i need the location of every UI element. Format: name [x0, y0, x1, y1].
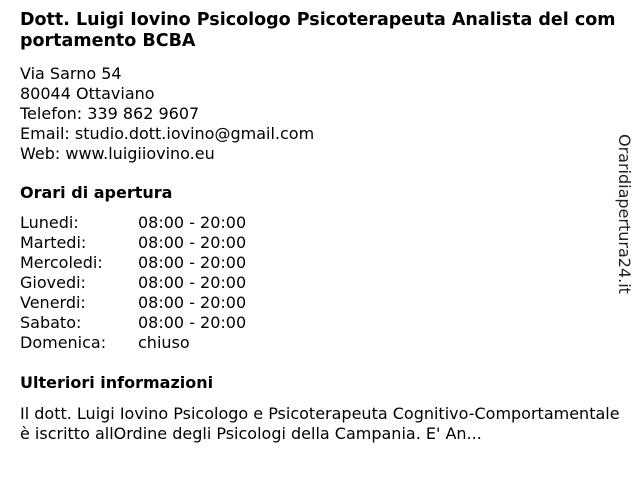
phone-number: Telefon: 339 862 9607	[20, 104, 200, 123]
address-street: Via Sarno 54	[20, 64, 122, 83]
hours-row-saturday	[20, 313, 246, 333]
hours-row-tuesday	[20, 233, 246, 253]
hours-row-monday	[20, 213, 246, 233]
day-label: Domenica:	[20, 333, 107, 352]
contact-block	[20, 64, 314, 164]
page-title: Dott. Luigi Iovino Psicologo Psicoterapeuta Analista del comportamento BCBA	[20, 10, 616, 51]
day-label: Martedi:	[20, 233, 87, 252]
day-label: Giovedi:	[20, 273, 86, 292]
hours-row-thursday	[20, 273, 246, 293]
day-label: Venerdi:	[20, 293, 86, 312]
day-label: Mercoledi:	[20, 253, 103, 272]
time-value: 08:00 - 20:00	[138, 253, 247, 272]
day-label: Lunedi:	[20, 213, 79, 232]
time-value: 08:00 - 20:00	[138, 293, 247, 312]
email-address: Email: studio.dott.iovino@gmail.com	[20, 124, 315, 143]
hours-row-wednesday	[20, 253, 246, 273]
address-city: 80044 Ottaviano	[20, 84, 155, 103]
time-value: 08:00 - 20:00	[138, 313, 247, 332]
hours-row-friday	[20, 293, 246, 313]
day-label: Sabato:	[20, 313, 82, 332]
time-value: 08:00 - 20:00	[138, 273, 247, 292]
time-value: chiuso	[138, 333, 190, 352]
hours-row-sunday	[20, 333, 246, 353]
time-value: 08:00 - 20:00	[138, 213, 247, 232]
opening-hours-heading: Orari di apertura	[20, 183, 173, 202]
website: Web: www.luigiiovino.eu	[20, 144, 215, 163]
opening-hours-table	[20, 213, 246, 353]
more-info-heading: Ulteriori informazioni	[20, 373, 214, 392]
more-info-text: Il dott. Luigi Iovino Psicologo e Psicoterapeuta Cognitivo-Comportamentale è iscritto allOrdine degli Psicologi della Campania. E' An...	[20, 404, 620, 443]
time-value: 08:00 - 20:00	[138, 233, 247, 252]
site-watermark: Oraridiapertura24.it	[615, 134, 634, 294]
